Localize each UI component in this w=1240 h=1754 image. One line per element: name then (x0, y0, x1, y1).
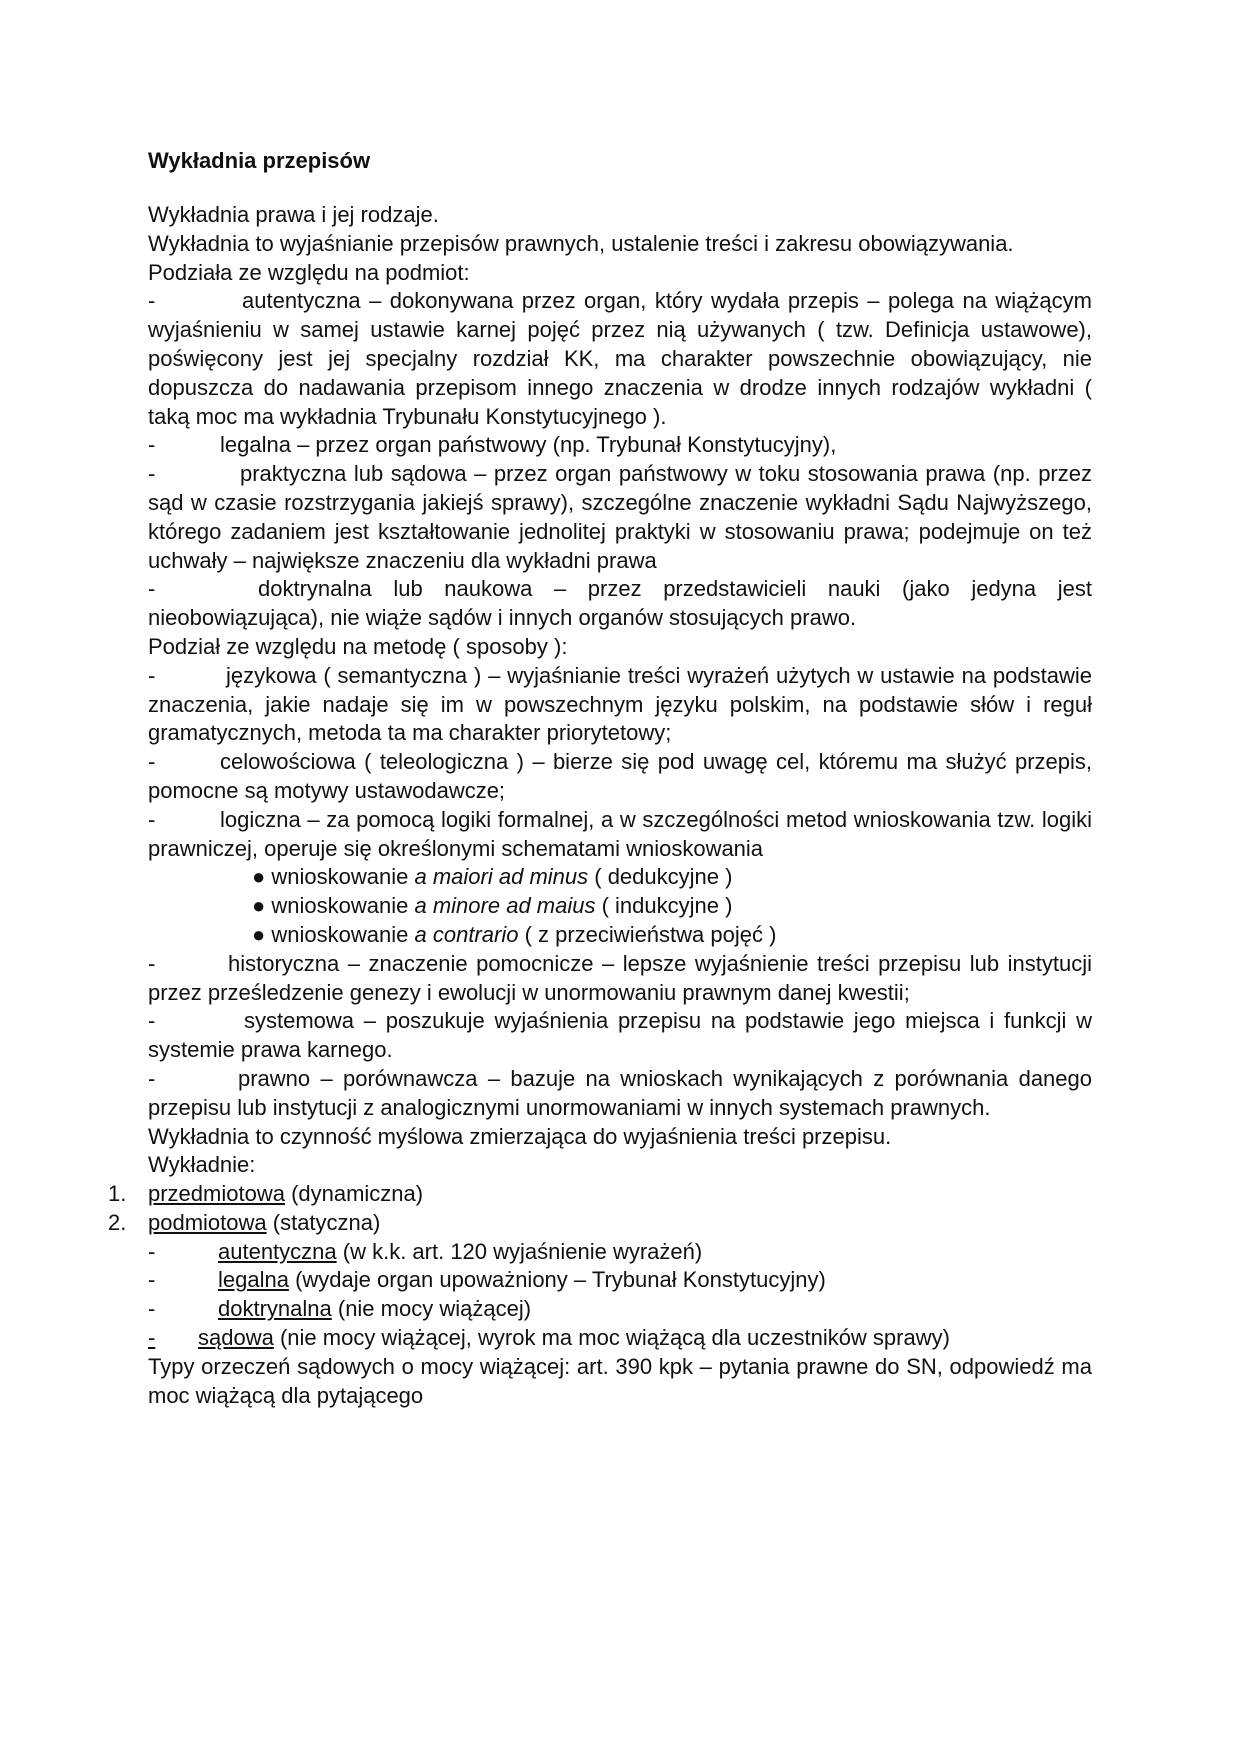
bullet-italic: a contrario (414, 921, 519, 947)
term-rest: (nie mocy wiążącej, wyrok ma moc wiążącą dla uczestników sprawy) (273, 1325, 950, 1351)
underlined-term: przedmiotowa (148, 1181, 285, 1207)
underlined-term: sądowa (198, 1325, 274, 1351)
definition-line: Wykładnia to czynność myślowa zmierzająca do wyjaśnienia treści przepisu. (148, 1123, 892, 1149)
list-item (148, 1065, 1092, 1123)
list-item-text: doktrynalna lub naukowa – przez przedstawicieli nauki (jako jedyna jest nieobowiązująca), nie wiąże sądów i innych organów stosujących prawo. (148, 576, 1092, 631)
document-title: Wykładnia przepisów (148, 148, 371, 173)
term-rest: (nie mocy wiążącej) (331, 1296, 532, 1322)
number-marker: 2. (108, 1209, 127, 1235)
heading-podmiot: Podziała ze względu na podmiot: (148, 259, 470, 285)
dash-marker: - (148, 950, 156, 976)
bullet-icon: ● (252, 864, 266, 890)
bullet-post: ( indukcyjne ) (595, 893, 733, 919)
number-marker: 1. (108, 1181, 127, 1207)
term-rest: (wydaje organ upoważniony – Trybunał Konstytucyjny) (288, 1267, 826, 1293)
underlined-term: doktrynalna (218, 1296, 332, 1322)
list-item (148, 662, 1092, 748)
list-item (148, 287, 1092, 431)
numbered-item (108, 1180, 1092, 1209)
list-item-text: autentyczna – dokonywana przez organ, który wydała przepis – polega na wiążącym wyjaśnieniu w samej ustawie karnej pojęć przez nią używanych ( tzw. Definicja ustawowe), poświęcony jest jej specjalny rozdział KK, ma charakter powszechnie obowiązujący, nie dopuszcza do nadawania przepisom innego znaczenia w drodze innych rodzajów wykładni ( taką moc ma wykładnia Trybunału Konstytucyjnego ). (148, 288, 1092, 429)
list-item (148, 1007, 1092, 1065)
bullet-pre: wnioskowanie (271, 864, 415, 890)
dash-marker: - (148, 749, 156, 775)
list-item-text: praktyczna lub sądowa – przez organ państwowy w toku stosowania prawa (np. przez sąd w czasie rozstrzygania jakiejś sprawy), szczególne znaczenie wykładni Sądu Najwyższego, którego zadaniem jest kształtowanie jednolitej praktyki w stosowaniu prawa; podejmuje on też uchwały – największe znaczeniu dla wykładni prawa (148, 461, 1092, 573)
list-item-text: celowościowa ( teleologiczna ) – bierze się pod uwagę cel, któremu ma służyć przepis, pomocne są motywy ustawodawcze; (148, 749, 1092, 803)
bullet-italic: a minore ad maius (414, 893, 596, 919)
list-item-text: prawno – porównawcza – bazuje na wnioskach wynikających z porównania danego przepisu lub instytucji z analogicznymi unormowaniami w innych systemach prawnych. (148, 1065, 1092, 1120)
document-body (108, 147, 1092, 1410)
podmiot-list (148, 287, 1092, 633)
metoda-list-b (148, 950, 1092, 1123)
bullet-list (148, 863, 1092, 949)
underlined-term: podmiotowa (148, 1209, 267, 1235)
bullet-post: ( dedukcyjne ) (588, 864, 733, 890)
term-rest: (dynamiczna) (284, 1181, 424, 1207)
sub-item (148, 1266, 1092, 1295)
list-item-text: logiczna – za pomocą logiki formalnej, a w szczególności metod wnioskowania tzw. logiki prawniczej, operuje się określonymi schematami wnioskowania (148, 806, 1092, 861)
dash-marker: - (148, 1238, 156, 1264)
sub-item (148, 1324, 1092, 1353)
intro-line-1: Wykładnia prawa i jej rodzaje. (148, 202, 439, 227)
list-item-text: systemowa – poszukuje wyjaśnienia przepisu na podstawie jego miejsca i funkcji w systemie prawa karnego. (148, 1008, 1092, 1063)
dash-marker: - (148, 432, 156, 458)
bullet-item (148, 863, 1092, 892)
term-rest: (statyczna) (266, 1209, 381, 1235)
dash-marker: - (148, 662, 156, 688)
dash-marker: - (148, 1008, 156, 1034)
list-item (148, 748, 1092, 806)
bullet-icon: ● (252, 921, 266, 947)
bullet-item (148, 921, 1092, 950)
list-item (148, 950, 1092, 1008)
dash-marker: - (148, 461, 156, 487)
heading-metoda: Podział ze względu na metodę ( sposoby ): (148, 633, 568, 659)
list-item-text: językowa ( semantyczna ) – wyjaśnianie treści wyrażeń użytych w ustawie na podstawie znaczenia, jakie nadaje się im w powszechnym języku polskim, na podstawie słów i reguł gramatycznych, metoda ta ma charakter priorytetowy; (148, 662, 1092, 746)
dash-marker: - (148, 806, 156, 832)
list-item (148, 431, 1092, 460)
sub-item (148, 1295, 1092, 1324)
closing-paragraph: Typy orzeczeń sądowych o mocy wiążącej: art. 390 kpk – pytania prawne do SN, odpowiedź ma moc wiążącą dla pytającego (148, 1353, 1092, 1408)
underlined-term: autentyczna (218, 1238, 337, 1264)
dash-marker: - (148, 1325, 156, 1351)
dash-marker: - (148, 288, 156, 314)
underlined-term: legalna (218, 1267, 289, 1293)
bullet-post: ( z przeciwieństwa pojęć ) (518, 921, 777, 947)
dash-marker: - (148, 1267, 156, 1293)
bullet-pre: wnioskowanie (271, 921, 415, 947)
metoda-list-a (148, 662, 1092, 864)
list-item-text: historyczna – znaczenie pomocnicze – lepsze wyjaśnienie treści przepisu lub instytucji przez prześledzenie genezy i ewolucji w unormowaniu prawnym danej kwestii; (148, 950, 1092, 1005)
intro-line-2: Wykładnia to wyjaśnianie przepisów prawnych, ustalenie treści i zakresu obowiązywania. (148, 230, 1014, 256)
bullet-icon: ● (252, 893, 266, 919)
dash-marker: - (148, 576, 156, 602)
bullet-pre: wnioskowanie (271, 893, 415, 919)
numbered-item (108, 1209, 1092, 1238)
list-item (148, 806, 1092, 864)
bullet-item (148, 892, 1092, 921)
sub-item (148, 1238, 1092, 1267)
bullet-italic: a maiori ad minus (414, 864, 589, 890)
dash-marker: - (148, 1296, 156, 1322)
sub-list (148, 1238, 1092, 1353)
wykladnie-label: Wykładnie: (148, 1152, 256, 1178)
numbered-list (108, 1180, 1092, 1238)
term-rest: (w k.k. art. 120 wyjaśnienie wyrażeń) (336, 1238, 703, 1264)
list-item-text: legalna – przez organ państwowy (np. Trybunał Konstytucyjny), (220, 432, 837, 458)
list-item (148, 460, 1092, 575)
list-item (148, 575, 1092, 633)
dash-marker: - (148, 1065, 156, 1091)
